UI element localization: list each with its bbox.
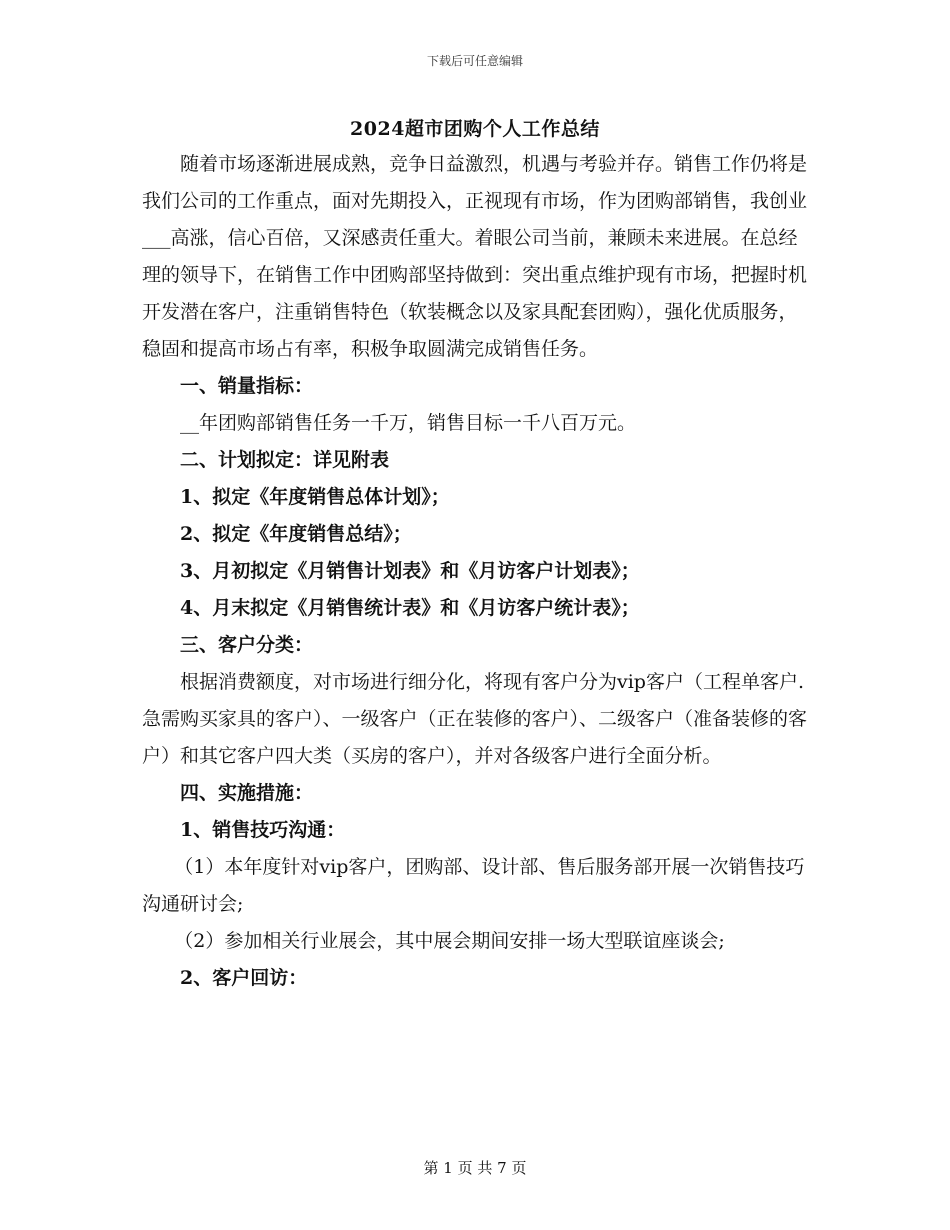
paragraph-intro: 随着市场逐渐进展成熟，竞争日益激烈，机遇与考验并存。销售工作仍将是我们公司的工作重点，面对先期投入，正视现有市场，作为团购部销售，我创业___高涨，信心百倍，又深感责任重大。着眼公司当前，兼顾未来进展。在总经理的领导下，在销售工作中团购部坚持做到：突出重点维护现有市场，把握时机开发潜在客户，注重销售特色（软装概念以及家具配套团购），强化优质服务，稳固和提高市场占有率，积极争取圆满完成销售任务。 — [142, 153, 808, 360]
document-title: 2024超市团购个人工作总结 — [350, 118, 600, 140]
heading-plan: 二、计划拟定：详见附表 — [180, 449, 390, 471]
paragraph-skills-1: （1）本年度针对vip客户，团购部、设计部、售后服务部开展一次销售技巧沟通研讨会; — [142, 856, 805, 915]
paragraph-customer-classification: 根据消费额度，对市场进行细分化，将现有客户分为vip客户（工程单客户.急需购买家具的客户）、一级客户（正在装修的客户）、二级客户（准备装修的客户）和其它客户四大类（买房的客户），并对各级客户进行全面分析。 — [142, 671, 808, 767]
heading-measures: 四、实施措施： — [180, 782, 314, 804]
plan-item-4: 4、月末拟定《月销售统计表》和《月访客户统计表》； — [180, 597, 640, 619]
plan-item-1: 1、拟定《年度销售总体计划》； — [180, 486, 450, 508]
heading-sales-target: 一、销量指标： — [180, 375, 314, 397]
page-header: 下载后可任意编辑 — [426, 54, 523, 68]
plan-item-2: 2、拟定《年度销售总结》； — [180, 523, 412, 545]
heading-customer-classification: 三、客户分类： — [180, 634, 314, 656]
paragraph-sales-target: __年团购部销售任务一千万，销售目标一千八百万元。 — [180, 412, 637, 434]
paragraph-skills-2: （2）参加相关行业展会，其中展会期间安排一场大型联谊座谈会; — [174, 930, 725, 952]
plan-item-3: 3、月初拟定《月销售计划表》和《月访客户计划表》； — [180, 560, 640, 582]
document-body — [142, 146, 810, 997]
heading-sales-skills: 1、销售技巧沟通： — [180, 819, 346, 841]
heading-customer-visit: 2、客户回访： — [180, 967, 308, 989]
page-footer: 第 1 页 共 7 页 — [423, 1159, 527, 1177]
